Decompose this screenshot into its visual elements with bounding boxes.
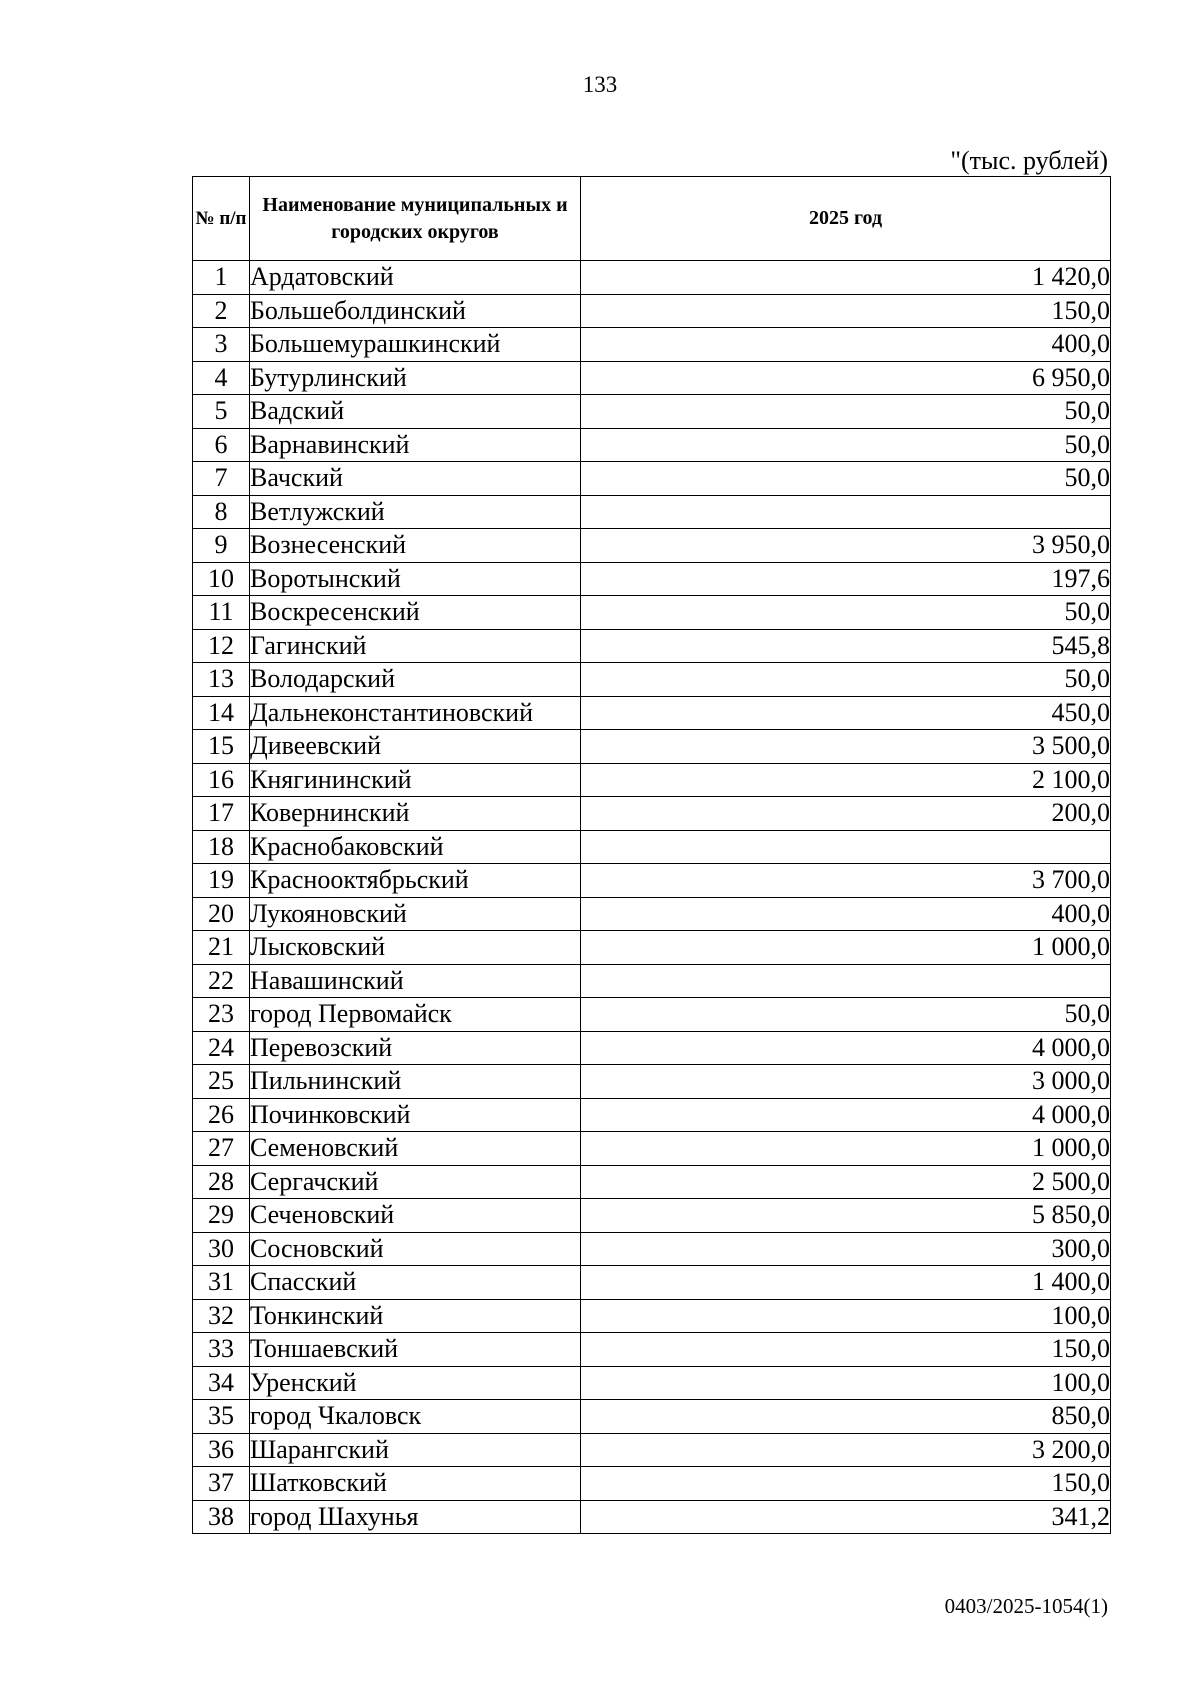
row-number: 18 <box>193 830 250 864</box>
amount-2025: 3 200,0 <box>581 1433 1111 1467</box>
municipality-name: город Первомайск <box>250 998 581 1032</box>
amount-2025: 50,0 <box>581 596 1111 630</box>
municipality-name: Варнавинский <box>250 428 581 462</box>
amount-2025: 50,0 <box>581 428 1111 462</box>
municipality-name: город Чкаловск <box>250 1400 581 1434</box>
amount-2025: 50,0 <box>581 998 1111 1032</box>
table-header <box>193 177 1111 261</box>
row-number: 19 <box>193 864 250 898</box>
row-number: 9 <box>193 529 250 563</box>
amount-2025: 4 000,0 <box>581 1098 1111 1132</box>
amount-2025: 50,0 <box>581 395 1111 429</box>
row-number: 13 <box>193 663 250 697</box>
table-row <box>193 964 1111 998</box>
municipality-name: Пильнинский <box>250 1065 581 1099</box>
municipality-name: Спасский <box>250 1266 581 1300</box>
table-row <box>193 1366 1111 1400</box>
row-number: 14 <box>193 696 250 730</box>
table-body <box>193 261 1111 1534</box>
table-row <box>193 864 1111 898</box>
amount-2025: 1 400,0 <box>581 1266 1111 1300</box>
amount-2025: 300,0 <box>581 1232 1111 1266</box>
header-name: Наименование муниципальных и городских округов <box>250 177 581 261</box>
amount-2025: 6 950,0 <box>581 361 1111 395</box>
amount-2025: 3 000,0 <box>581 1065 1111 1099</box>
municipality-name: Вачский <box>250 462 581 496</box>
row-number: 6 <box>193 428 250 462</box>
table-row <box>193 495 1111 529</box>
row-number: 25 <box>193 1065 250 1099</box>
municipality-name: Краснобаковский <box>250 830 581 864</box>
row-number: 17 <box>193 797 250 831</box>
table-row <box>193 1165 1111 1199</box>
table-row <box>193 294 1111 328</box>
table-row <box>193 1333 1111 1367</box>
table-row <box>193 998 1111 1032</box>
municipality-name: Воротынский <box>250 562 581 596</box>
municipality-name: Дальнеконстантиновский <box>250 696 581 730</box>
municipality-name: Ковернинский <box>250 797 581 831</box>
table-row <box>193 696 1111 730</box>
municipality-name: Гагинский <box>250 629 581 663</box>
municipality-name: Княгининский <box>250 763 581 797</box>
table-row <box>193 830 1111 864</box>
amount-2025: 4 000,0 <box>581 1031 1111 1065</box>
table-row <box>193 1400 1111 1434</box>
amount-2025: 200,0 <box>581 797 1111 831</box>
table-row <box>193 763 1111 797</box>
amount-2025: 197,6 <box>581 562 1111 596</box>
table-row <box>193 730 1111 764</box>
row-number: 32 <box>193 1299 250 1333</box>
row-number: 20 <box>193 897 250 931</box>
amount-2025: 50,0 <box>581 462 1111 496</box>
amount-2025 <box>581 964 1111 998</box>
amount-2025: 545,8 <box>581 629 1111 663</box>
table-row <box>193 629 1111 663</box>
table-row <box>193 1500 1111 1534</box>
municipality-name: город Шахунья <box>250 1500 581 1534</box>
table-row <box>193 1232 1111 1266</box>
row-number: 15 <box>193 730 250 764</box>
municipality-name: Володарский <box>250 663 581 697</box>
municipality-name: Семеновский <box>250 1132 581 1166</box>
header-year: 2025 год <box>581 177 1111 261</box>
table-row <box>193 1199 1111 1233</box>
municipality-name: Лукояновский <box>250 897 581 931</box>
municipality-name: Дивеевский <box>250 730 581 764</box>
document-code: 0403/2025-1054(1) <box>944 1594 1108 1618</box>
row-number: 26 <box>193 1098 250 1132</box>
row-number: 31 <box>193 1266 250 1300</box>
amount-2025 <box>581 830 1111 864</box>
row-number: 10 <box>193 562 250 596</box>
table-row <box>193 797 1111 831</box>
row-number: 12 <box>193 629 250 663</box>
table-row <box>193 361 1111 395</box>
amount-2025: 150,0 <box>581 1333 1111 1367</box>
amount-2025: 50,0 <box>581 663 1111 697</box>
row-number: 29 <box>193 1199 250 1233</box>
row-number: 8 <box>193 495 250 529</box>
table-row <box>193 261 1111 295</box>
table-row <box>193 1467 1111 1501</box>
table-row <box>193 395 1111 429</box>
amount-2025: 1 000,0 <box>581 931 1111 965</box>
municipality-name: Навашинский <box>250 964 581 998</box>
table-row <box>193 897 1111 931</box>
row-number: 1 <box>193 261 250 295</box>
amount-2025: 100,0 <box>581 1366 1111 1400</box>
municipality-name: Сергачский <box>250 1165 581 1199</box>
row-number: 3 <box>193 328 250 362</box>
municipality-name: Вадский <box>250 395 581 429</box>
page-number: 133 <box>582 72 618 97</box>
municipality-name: Сеченовский <box>250 1199 581 1233</box>
table-row <box>193 1132 1111 1166</box>
table-row <box>193 1433 1111 1467</box>
municipality-name: Шарангский <box>250 1433 581 1467</box>
row-number: 30 <box>193 1232 250 1266</box>
municipality-name: Шатковский <box>250 1467 581 1501</box>
row-number: 22 <box>193 964 250 998</box>
municipality-name: Большемурашкинский <box>250 328 581 362</box>
table-row <box>193 562 1111 596</box>
row-number: 2 <box>193 294 250 328</box>
amount-2025: 400,0 <box>581 897 1111 931</box>
table-row <box>193 1266 1111 1300</box>
row-number: 33 <box>193 1333 250 1367</box>
municipality-name: Большеболдинский <box>250 294 581 328</box>
header-row <box>193 177 1111 261</box>
table-row <box>193 663 1111 697</box>
units-note: "(тыс. рублей) <box>950 146 1108 175</box>
amount-2025: 100,0 <box>581 1299 1111 1333</box>
row-number: 4 <box>193 361 250 395</box>
row-number: 11 <box>193 596 250 630</box>
table-row <box>193 1065 1111 1099</box>
row-number: 35 <box>193 1400 250 1434</box>
municipality-name: Уренский <box>250 1366 581 1400</box>
row-number: 23 <box>193 998 250 1032</box>
municipality-name: Починковский <box>250 1098 581 1132</box>
amount-2025: 3 950,0 <box>581 529 1111 563</box>
row-number: 34 <box>193 1366 250 1400</box>
table-row <box>193 1299 1111 1333</box>
amount-2025: 150,0 <box>581 1467 1111 1501</box>
row-number: 16 <box>193 763 250 797</box>
amount-2025: 850,0 <box>581 1400 1111 1434</box>
table-row <box>193 1098 1111 1132</box>
table-row <box>193 328 1111 362</box>
municipality-name: Перевозский <box>250 1031 581 1065</box>
table-row <box>193 529 1111 563</box>
table-row <box>193 462 1111 496</box>
header-number: № п/п <box>193 177 250 261</box>
table-row <box>193 596 1111 630</box>
municipality-name: Краснооктябрьский <box>250 864 581 898</box>
municipality-name: Бутурлинский <box>250 361 581 395</box>
municipality-name: Сосновский <box>250 1232 581 1266</box>
amount-2025: 400,0 <box>581 328 1111 362</box>
amount-2025: 1 420,0 <box>581 261 1111 295</box>
row-number: 7 <box>193 462 250 496</box>
table-row <box>193 1031 1111 1065</box>
municipality-name: Вознесенский <box>250 529 581 563</box>
municipality-name: Ардатовский <box>250 261 581 295</box>
row-number: 24 <box>193 1031 250 1065</box>
municipality-name: Тонкинский <box>250 1299 581 1333</box>
row-number: 36 <box>193 1433 250 1467</box>
amount-2025: 341,2 <box>581 1500 1111 1534</box>
row-number: 5 <box>193 395 250 429</box>
municipality-name: Воскресенский <box>250 596 581 630</box>
row-number: 38 <box>193 1500 250 1534</box>
amount-2025: 3 700,0 <box>581 864 1111 898</box>
amount-2025: 2 500,0 <box>581 1165 1111 1199</box>
municipality-name: Лысковский <box>250 931 581 965</box>
amount-2025: 150,0 <box>581 294 1111 328</box>
row-number: 27 <box>193 1132 250 1166</box>
row-number: 21 <box>193 931 250 965</box>
municipality-name: Тоншаевский <box>250 1333 581 1367</box>
amount-2025: 2 100,0 <box>581 763 1111 797</box>
amount-2025 <box>581 495 1111 529</box>
amount-2025: 1 000,0 <box>581 1132 1111 1166</box>
budget-table <box>192 176 1111 1534</box>
row-number: 28 <box>193 1165 250 1199</box>
table-row <box>193 931 1111 965</box>
municipality-name: Ветлужский <box>250 495 581 529</box>
table-row <box>193 428 1111 462</box>
amount-2025: 450,0 <box>581 696 1111 730</box>
row-number: 37 <box>193 1467 250 1501</box>
amount-2025: 3 500,0 <box>581 730 1111 764</box>
amount-2025: 5 850,0 <box>581 1199 1111 1233</box>
